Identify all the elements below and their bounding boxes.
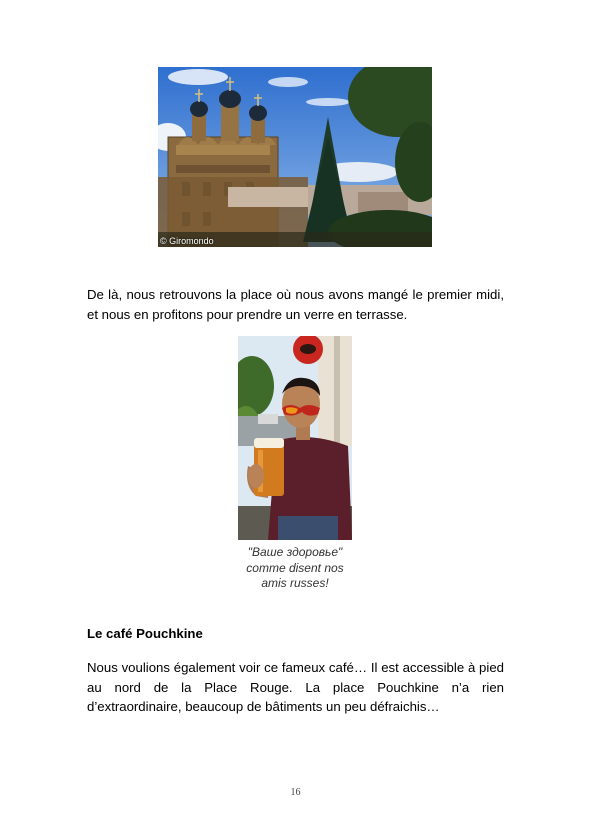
church-illustration xyxy=(158,67,432,247)
page-number: 16 xyxy=(290,787,301,798)
terrace-photo xyxy=(238,336,352,540)
paragraph-pouchkine: Nous voulions également voir ce fameux café… Il est accessible à pied au nord de la Place Rouge. La place Pouchkine n’a rien d’extraordinaire, beaucoup de bâtiments un peu défraichis… xyxy=(87,660,504,714)
caption-line-3: amis russes! xyxy=(261,576,329,590)
photo-credit: © Giromondo xyxy=(160,236,214,246)
paragraph-terrace: De là, nous retrouvons la place où nous avons mangé le premier midi, et nous en profitons pour prendre un verre en terrasse. xyxy=(87,287,504,322)
church-photo xyxy=(158,67,432,247)
photo-caption xyxy=(238,545,352,592)
man-with-beer-illustration xyxy=(238,336,352,540)
caption-line-2: comme disent nos xyxy=(246,560,344,575)
caption-line-1: "Ваше здоровье" xyxy=(247,545,343,559)
section-heading: Le café Pouchkine xyxy=(87,626,203,641)
